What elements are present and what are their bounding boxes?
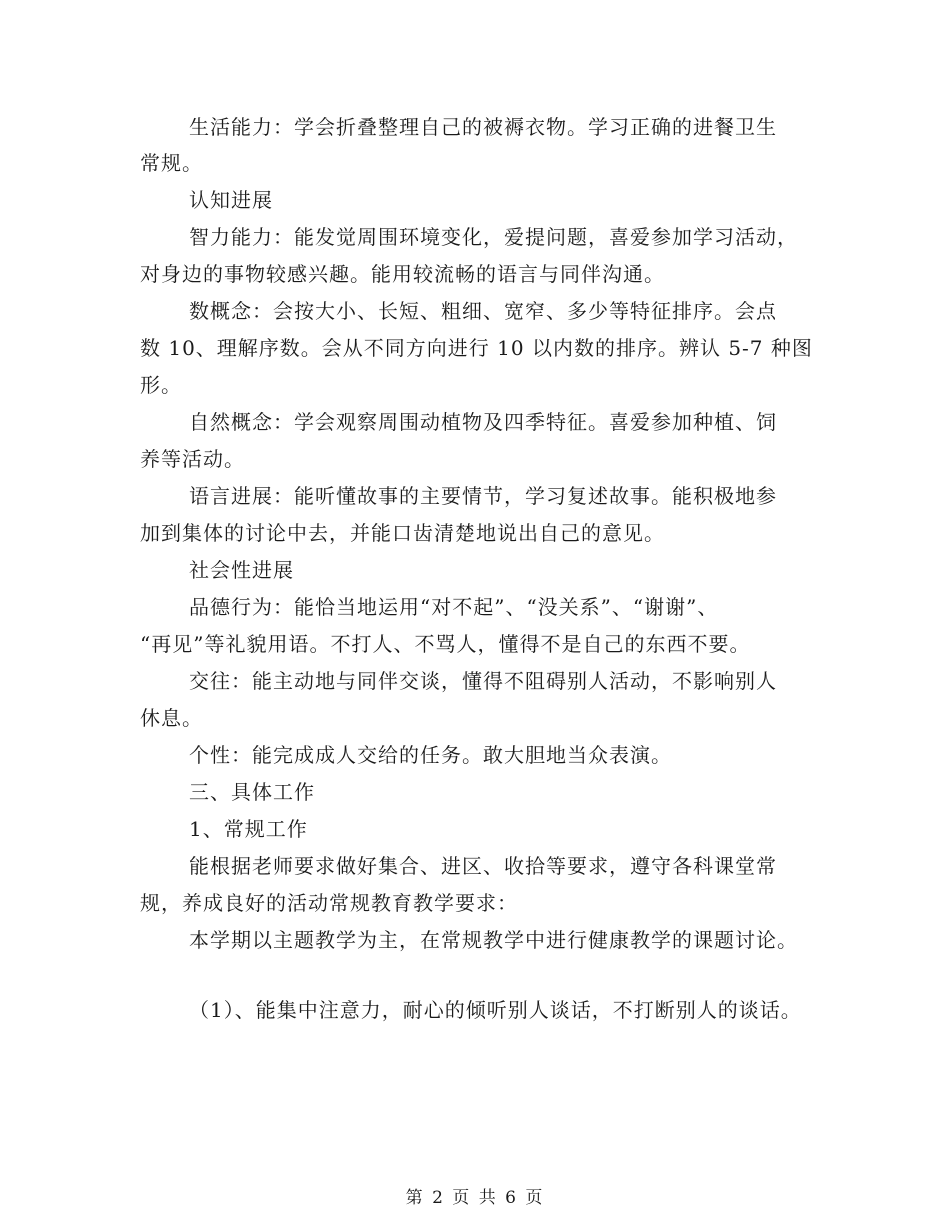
paragraph-line: 休息。: [140, 706, 203, 730]
section-heading: 1、常规工作: [189, 817, 308, 841]
paragraph-line: 能根据老师要求做好集合、进区、收拾等要求，遵守各科课堂常: [189, 854, 777, 878]
paragraph-line: 语言进展：能听懂故事的主要情节，学习复述故事。能积极地参: [189, 484, 777, 508]
paragraph-line: 常规。: [140, 151, 203, 175]
paragraph-line: 加到集体的讨论中去，并能口齿清楚地说出自己的意见。: [140, 521, 665, 545]
paragraph-line: 养等活动。: [140, 447, 245, 471]
paragraph-line: 交往：能主动地与同伴交谈，懂得不阻碍别人活动，不影响别人: [189, 669, 777, 693]
paragraph-line: 生活能力：学会折叠整理自己的被褥衣物。学习正确的进餐卫生: [189, 115, 777, 139]
paragraph-line: 本学期以主题教学为主，在常规教学中进行健康教学的课题讨论。: [189, 928, 798, 952]
section-heading: 社会性进展: [189, 558, 294, 582]
paragraph-line: 自然概念：学会观察周围动植物及四季特征。喜爱参加种植、饲: [189, 410, 777, 434]
paragraph-line: “再见”等礼貌用语。不打人、不骂人，懂得不是自己的东西不要。: [140, 632, 751, 656]
page-number-footer: 第 2 页 共 6 页: [405, 1188, 545, 1208]
paragraph-line: 对身边的事物较感兴趣。能用较流畅的语言与同伴沟通。: [140, 262, 665, 286]
paragraph-line: 品德行为：能恰当地运用“对不起”、“没关系”、“谢谢”、: [189, 595, 719, 619]
paragraph-line: 数概念：会按大小、长短、粗细、宽窄、多少等特征排序。会点: [189, 299, 777, 323]
section-heading: 认知进展: [189, 188, 273, 212]
paragraph-line: 形。: [140, 373, 182, 397]
paragraph-line: 个性：能完成成人交给的任务。敢大胆地当众表演。: [189, 743, 672, 767]
section-heading: 三、具体工作: [189, 780, 315, 804]
paragraph-line: 规，养成良好的活动常规教育教学要求：: [140, 891, 518, 915]
paragraph-line: （1）、能集中注意力，耐心的倾听别人谈话，不打断别人的谈话。: [189, 998, 802, 1022]
paragraph-line: 数 10、理解序数。会从不同方向进行 10 以内数的排序。辨认 5-7 种图: [140, 336, 813, 360]
paragraph-line: 智力能力：能发觉周围环境变化，爱提问题，喜爱参加学习活动，: [189, 225, 798, 249]
